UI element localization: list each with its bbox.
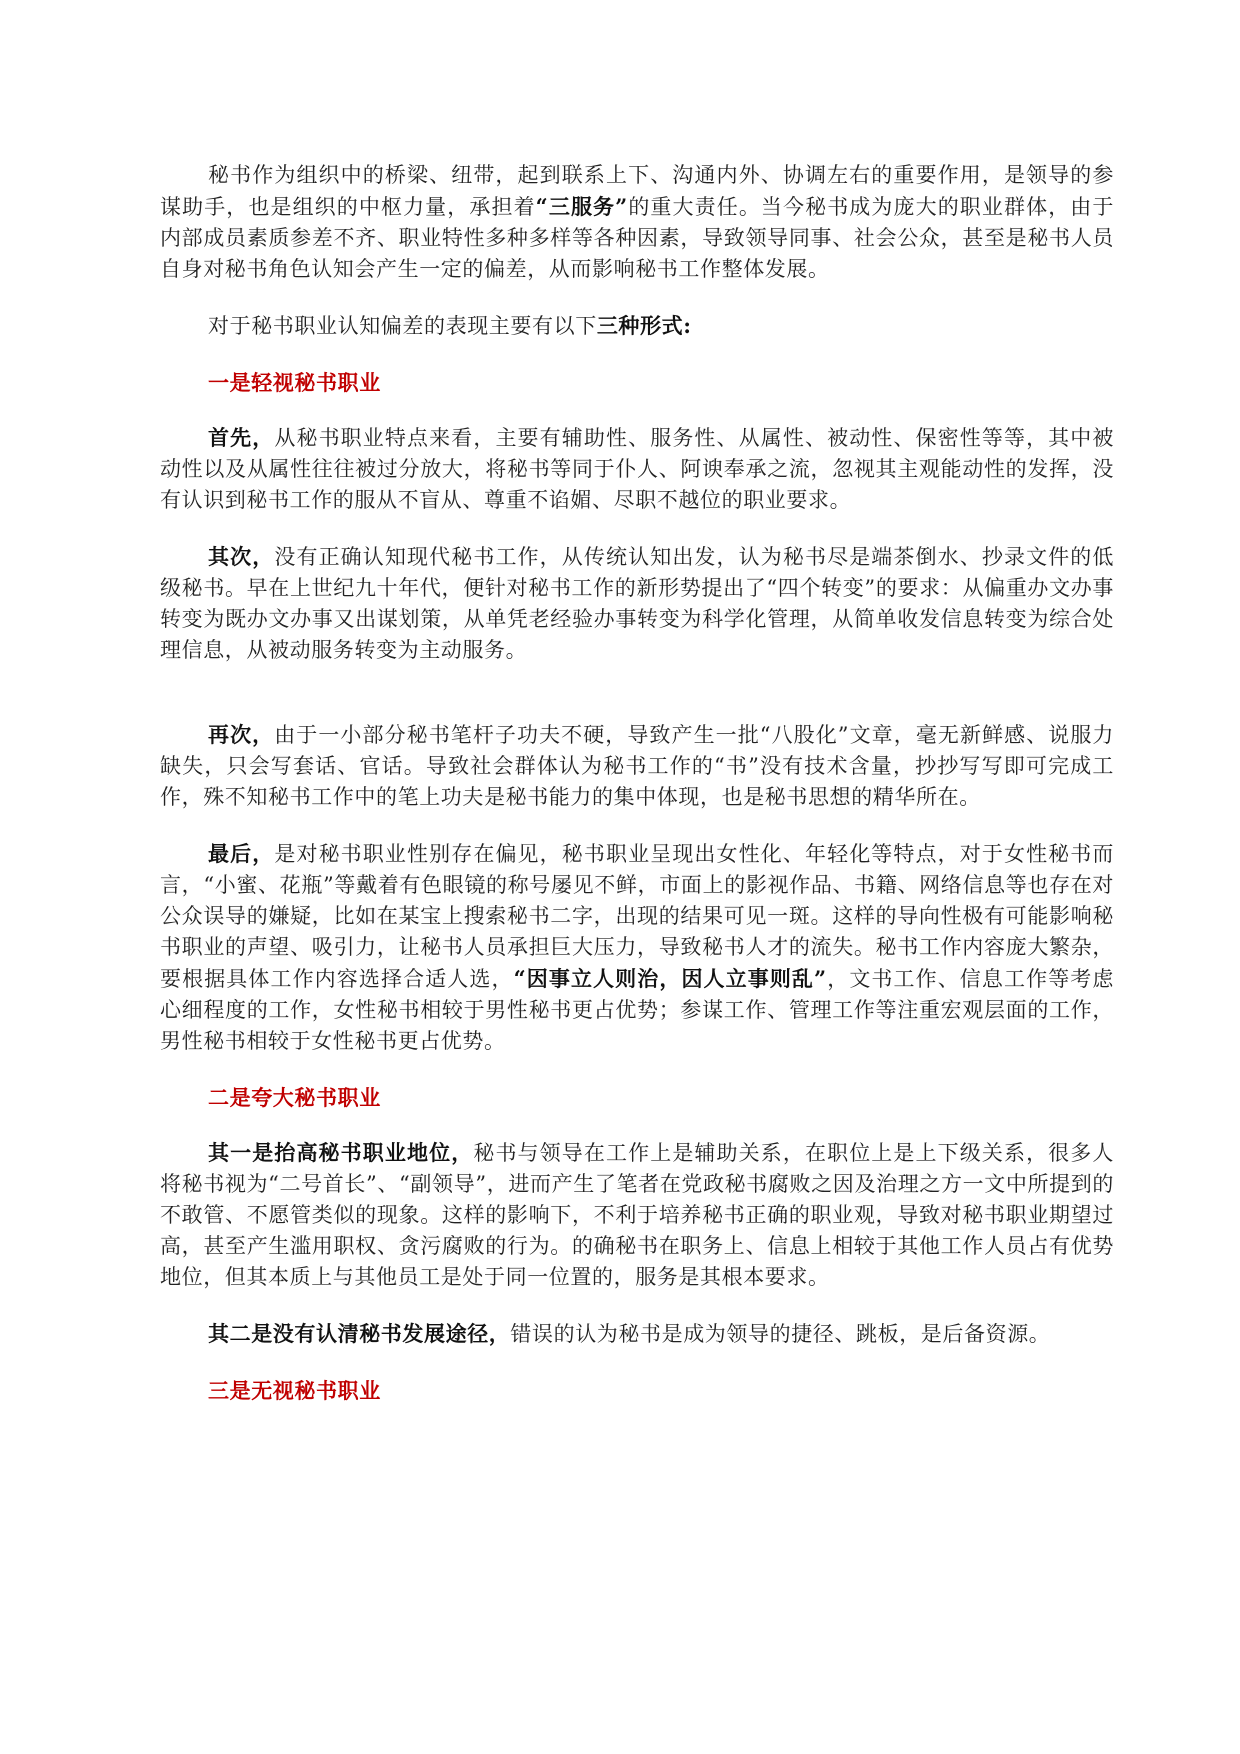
paragraph-first — [160, 422, 1114, 516]
paragraph-status-text: 秘书与领导在工作上是辅助关系，在职位上是上下级关系，很多人将秘书视为“二号首长”、“副领导”，进而产生了笔者在党政秘书腐败之因及治理之方一文中所提到的不敢管、不愿管类似的现象。这样的影响下，不利于培养秘书正确的职业观，导致对秘书职业期望过高，甚至产生滥用职权、贪污腐败的行为。的确秘书在职务上、信息上相较于其他工作人员占有优势地位，但其本质上与其他员工是处于同一位置的，服务是其根本要求。 — [160, 1141, 1114, 1289]
paragraph-first-lead: 首先， — [208, 425, 275, 450]
paragraph-status-lead: 其一是抬高秘书职业地位， — [208, 1140, 474, 1165]
paragraph-status — [160, 1137, 1114, 1293]
paragraph-third-lead: 再次， — [208, 722, 275, 747]
section-heading-ignore: 三是无视秘书职业 — [208, 1378, 381, 1403]
paragraph-second — [160, 541, 1114, 666]
paragraph-path-lead: 其二是没有认清秘书发展途径， — [208, 1321, 511, 1346]
forms-intro-emphasis: 三种形式: — [596, 313, 692, 338]
intro-emphasis-three-services: “三服务” — [535, 194, 628, 219]
paragraph-last — [160, 838, 1114, 1057]
paragraph-path-text: 错误的认为秘书是成为领导的捷径、跳板，是后备资源。 — [510, 1322, 1051, 1346]
paragraph-second-text: 没有正确认知现代秘书工作，从传统认知出发，认为秘书尽是端茶倒水、抄录文件的低级秘书。早在上世纪九十年代，便针对秘书工作的新形势提出了“四个转变”的要求：从偏重办文办事转变为既办文办事又出谋划策，从单凭老经验办事转变为科学化管理，从简单收发信息转变为综合处理信息，从被动服务转变为主动服务。 — [160, 545, 1115, 662]
intro-paragraph — [160, 160, 1114, 285]
forms-intro-text: 对于秘书职业认知偏差的表现主要有以下 — [208, 314, 597, 338]
paragraph-last-lead: 最后， — [208, 841, 275, 866]
paragraph-first-text: 从秘书职业特点来看，主要有辅助性、服务性、从属性、被动性、保密性等等，其中被动性以及从属性往往被过分放大，将秘书等同于仆人、阿谀奉承之流，忽视其主观能动性的发挥，没有认识到秘书工作的服从不盲从、尊重不谄媚、尽职不越位的职业要求。 — [160, 426, 1115, 512]
forms-intro-paragraph — [160, 310, 1114, 342]
paragraph-last-text-start: 是对秘书职业性别存在偏见，秘书职业呈现出女性化、年轻化等特点，对于女性秘书而言，“小蜜、花瓶”等戴着有色眼镜的称号屡见不鲜，市面上的影视作品、书籍、网络信息等也存在对公众误导的嫌疑，比如在某宝上搜索秘书二字，出现的结果可见一斑。这样的导向性极有可能影响秘书职业的声望、吸引力，让秘书人员承担巨大压力，导致秘书人才的流失。秘书工作内容庞大繁杂，要根据具体工作内容选择合适人选， — [160, 842, 1115, 991]
intro-text-start: 秘书作为组织中的桥梁、纽带，起到联系上下、沟通内外、协调左右的重要作用，是领导的参谋助手，也是组织的中枢力量，承担着 — [160, 163, 1114, 219]
paragraph-third-text: 由于一小部分秘书笔杆子功夫不硬，导致产生一批“八股化”文章，毫无新鲜感、说服力缺失，只会写套话、官话。导致社会群体认为秘书工作的“书”没有技术含量，抄抄写写即可完成工作，殊不知秘书工作中的笔上功夫是秘书能力的集中体现，也是秘书思想的精华所在。 — [160, 723, 1114, 809]
paragraph-second-lead: 其次， — [208, 544, 275, 569]
paragraph-path — [160, 1318, 1114, 1350]
paragraph-last-text-end: ，文书工作、信息工作等考虑心细程度的工作，女性秘书相较于男性秘书更占优势；参谋工作、管理工作等注重宏观层面的工作，男性秘书相较于女性秘书更占优势。 — [160, 967, 1114, 1053]
paragraph-last-quote: “因事立人则治，因人立事则乱” — [513, 966, 827, 991]
intro-text-end: 的重大责任。当今秘书成为庞大的职业群体，由于内部成员素质参差不齐、职业特性多种多样等各种因素，导致领导同事、社会公众，甚至是秘书人员自身对秘书角色认知会产生一定的偏差，从而影响秘书工作整体发展。 — [160, 195, 1114, 281]
section-heading-exaggerate: 二是夸大秘书职业 — [208, 1085, 381, 1110]
section-heading-belittle: 一是轻视秘书职业 — [208, 370, 381, 395]
paragraph-third — [160, 719, 1114, 813]
